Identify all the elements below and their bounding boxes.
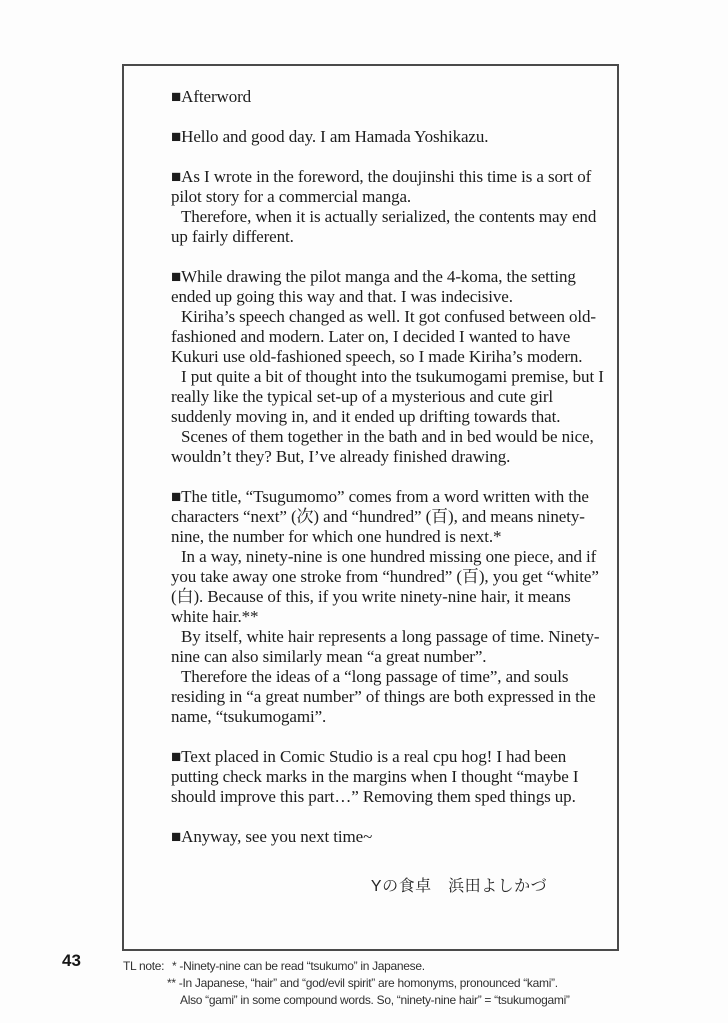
tl-note-line: Also “gami” in some compound words. So, “ninety-nine hair” = “tsukumogami”	[180, 993, 570, 1007]
afterword-paragraph: ■Anyway, see you next time~	[171, 827, 373, 846]
page-number: 43	[62, 951, 81, 970]
author-signature: Yの食卓 浜田よしかづ	[370, 878, 548, 895]
afterword-box	[122, 64, 619, 951]
afterword-paragraph: ■Text placed in Comic Studio is a real cpu hog! I had been putting check marks in the margins when I thought “maybe I should improve this part…” Removing them sped things up.	[171, 747, 579, 806]
tl-note-lines	[167, 958, 713, 1009]
afterword-paragraph: ■Hello and good day. I am Hamada Yoshikazu.	[171, 127, 489, 146]
afterword-section-farewell	[171, 827, 607, 847]
afterword-paragraph: In a way, ninety-nine is one hundred missing one piece, and if you take away one stroke from “hundred” (百), you get “white” (白). Because of this, if you write ninety-nine hair, it means white hair.**	[171, 547, 599, 626]
tl-note-line: ** -In Japanese, “hair” and “god/evil spirit” are homonyms, pronounced “kami”.	[167, 976, 558, 990]
afterword-section-title	[171, 87, 607, 107]
afterword-paragraph: Scenes of them together in the bath and in bed would be nice, wouldn’t they? But, I’ve already finished drawing.	[171, 427, 594, 466]
afterword-paragraph: ■The title, “Tsugumomo” comes from a word written with the characters “next” (次) and “hundred” (百), and means ninety-nine, the number for which one hundred is next.*	[171, 487, 589, 546]
afterword-paragraph: Kiriha’s speech changed as well. It got confused between old-fashioned and modern. Later on, I decided I wanted to have Kukuri use old-fashioned speech, so I made Kiriha’s modern.	[171, 307, 596, 366]
tl-note-line: * -Ninety-nine can be read “tsukumo” in Japanese.	[172, 959, 425, 973]
afterword-paragraph: I put quite a bit of thought into the tsukumogami premise, but I really like the typical set-up of a mysterious and cute girl suddenly moving in, and it ended up drifting towards that.	[171, 367, 604, 426]
afterword-paragraph: Therefore, when it is actually serialized, the contents may end up fairly different.	[171, 207, 597, 246]
afterword-paragraph: ■While drawing the pilot manga and the 4-koma, the setting ended up going this way and that. I was indecisive.	[171, 267, 576, 306]
afterword-paragraph: ■Afterword	[171, 87, 252, 106]
afterword-paragraph: By itself, white hair represents a long passage of time. Ninety-nine can also similarly mean “a great number”.	[171, 627, 600, 666]
tl-note-label: TL note:	[123, 959, 165, 973]
afterword-section-pilot	[171, 167, 607, 247]
afterword-text	[124, 66, 617, 897]
translator-note	[123, 958, 713, 1009]
afterword-section-title-meaning	[171, 487, 607, 727]
afterword-paragraph: Therefore the ideas of a “long passage of time”, and souls residing in “a great number” of things are both expressed in the name, “tsukumogami”.	[171, 667, 596, 726]
afterword-section-greeting	[171, 127, 607, 147]
afterword-section-setting	[171, 267, 607, 467]
afterword-paragraph: ■As I wrote in the foreword, the doujinshi this time is a sort of pilot story for a commercial manga.	[171, 167, 592, 206]
afterword-section-comic-studio	[171, 747, 607, 807]
